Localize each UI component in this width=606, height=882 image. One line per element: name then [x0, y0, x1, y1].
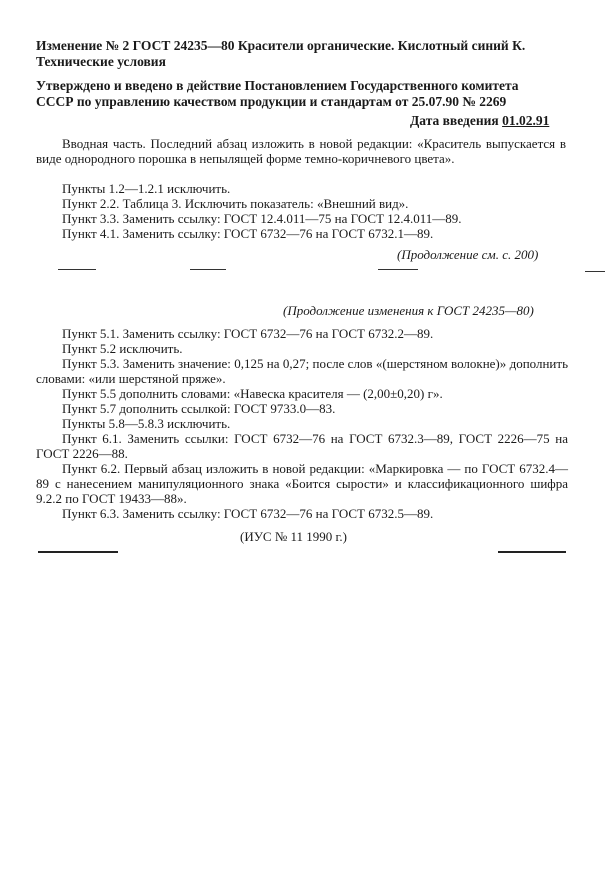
separator-dash [190, 269, 226, 270]
footer-rule [38, 551, 118, 553]
intro-paragraph: Вводная часть. Последний абзац изложить в новой редакции: «Краситель выпускается в виде однородного порошка в непылящей форме темно-коричневого цвета». [36, 136, 566, 166]
separator-dash [58, 269, 96, 270]
list-item: Пункт 5.3. Заменить значение: 0,125 на 0,27; после слов «(шерстяном волокне)» дополнить словами: «или шерстяной пряже». [36, 356, 568, 386]
continued-note: (Продолжение см. с. 200) [397, 247, 539, 262]
separator-dash [378, 269, 418, 270]
list-item: Пункт 6.2. Первый абзац изложить в новой редакции: «Маркировка — по ГОСТ 6732.4—89 с нанесением манипуляционного знака «Боится сырости» и классификационного шифра 9.2.2 по ГОСТ 19433—88». [36, 461, 568, 506]
approval-statement-cont: СССР по управлению качеством продукции и стандартам от 25.07.90 № 2269 [36, 94, 507, 109]
list-item: Пункты 1.2—1.2.1 исключить. [62, 181, 231, 196]
effective-date-value: 01.02.91 [502, 113, 550, 128]
list-item: Пункт 5.1. Заменить ссылку: ГОСТ 6732—76 на ГОСТ 6732.2—89. [62, 326, 434, 341]
source-reference: (ИУС № 11 1990 г.) [240, 529, 347, 544]
list-item: Пункт 4.1. Заменить ссылку: ГОСТ 6732—76 на ГОСТ 6732.1—89. [62, 226, 434, 241]
list-item: Пункт 6.3. Заменить ссылку: ГОСТ 6732—76 на ГОСТ 6732.5—89. [62, 506, 434, 521]
effective-date-label: Дата введения [410, 113, 499, 128]
separator-dash [585, 271, 605, 272]
list-item: Пункт 5.5 дополнить словами: «Навеска красителя — (2,00±0,20) г». [62, 386, 443, 401]
list-item: Пункты 5.8—5.8.3 исключить. [62, 416, 231, 431]
list-item: Пункт 5.7 дополнить ссылкой: ГОСТ 9733.0—83. [62, 401, 336, 416]
list-item: Пункт 5.2 исключить. [62, 341, 183, 356]
change-title: Изменение № 2 ГОСТ 24235—80 Красители органические. Кислотный синий К. [36, 38, 526, 53]
list-item: Пункт 6.1. Заменить ссылки: ГОСТ 6732—76 на ГОСТ 6732.3—89, ГОСТ 2226—75 на ГОСТ 2226—88. [36, 431, 568, 461]
effective-date [410, 113, 549, 128]
footer-rule [498, 551, 566, 553]
list-item: Пункт 3.3. Заменить ссылку: ГОСТ 12.4.011—75 на ГОСТ 12.4.011—89. [62, 211, 462, 226]
approval-statement: Утверждено и введено в действие Постановлением Государственного комитета [36, 78, 519, 93]
change-subtitle: Технические условия [36, 54, 166, 69]
continuation-heading: (Продолжение изменения к ГОСТ 24235—80) [283, 303, 534, 318]
list-item: Пункт 2.2. Таблица 3. Исключить показатель: «Внешний вид». [62, 196, 409, 211]
